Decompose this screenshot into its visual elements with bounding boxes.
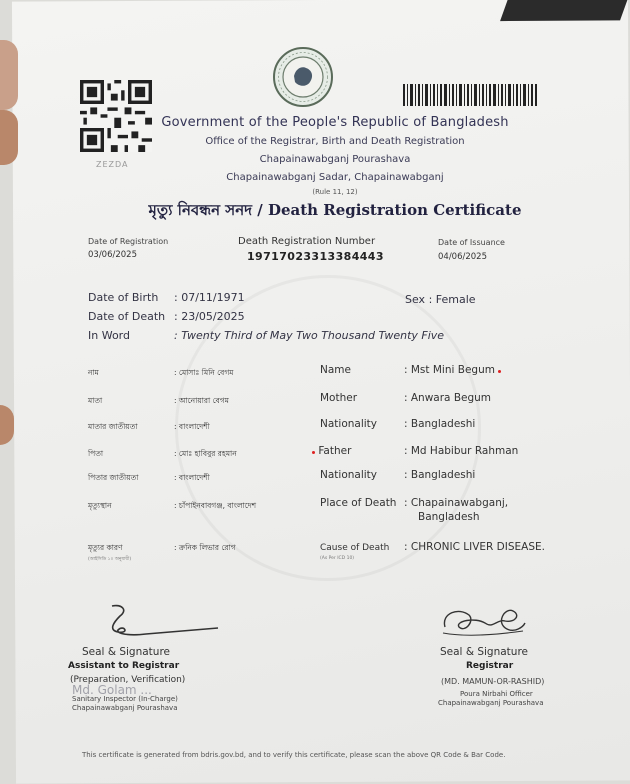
dob-value: : 07/11/1971 [174,291,245,304]
rule-reference: (Rule 11, 12) [312,188,358,196]
bn-cause-of-death-value: : ক্রনিক লিভার রোগ [174,543,236,552]
registrar-name: (MD. MAMUN-OR-RASHID) [441,677,545,686]
red-mark [312,451,315,454]
bn-father-label: পিতা [88,449,104,458]
finger-tip [0,110,18,165]
death-registration-number: 19717023313384443 [247,250,384,263]
mother-label: Mother [320,392,358,404]
place-of-death-value: : Chapainawabganj, [404,497,509,509]
bn-father-nationality-value: : বাংলাদেশী [174,473,210,482]
pourashava-heading: Chapainawabganj Pourashava [259,154,411,165]
dod-label: Date of Death [88,310,166,323]
bn-name-label: নাম [88,368,99,377]
bn-place-of-death-value: : চাঁপাইনবাবগঞ্জ, বাংলাদেশ [174,501,257,510]
bn-icd-note: (আইসিডি ১০ অনুযায়ী) [88,557,132,562]
bn-mother-nationality-label: মাতার জাতীয়তা [88,422,138,431]
bn-father-nationality-label: পিতার জাতীয়তা [88,473,139,482]
mother-nationality-label: Nationality [320,418,378,430]
name-value: : Mst Mini Begum [404,364,501,376]
finger-tip [0,405,14,445]
place-of-death-label: Place of Death [320,497,397,509]
father-nationality-label: Nationality [320,469,378,481]
verification-footer: This certificate is generated from bdris.gov.bd, and to verify this certificate, please scan the above QR Code & Bar Code. [82,751,506,759]
government-heading: Government of the People's Republic of Bangladesh [161,115,509,130]
registrar-role: Registrar [466,661,514,671]
sex-value: Sex : Female [405,293,476,306]
certificate-title: মৃত্যু নিবন্ধন সনদ / Death Registration Certificate [148,201,522,219]
assistant-signature-icon [100,600,225,645]
issuance-date-label: Date of Issuance [438,238,505,247]
preparation-verification-label: (Preparation, Verification) [70,675,186,685]
registrar-signature-icon [435,603,530,641]
office-heading: Office of the Registrar, Birth and Death Registration [205,136,465,147]
death-registration-number-label: Death Registration Number [238,236,376,247]
registration-date-value: 03/06/2025 [88,250,137,260]
issuance-date-value: 04/06/2025 [438,252,487,262]
father-label: Father [312,445,351,457]
in-word-label: In Word [88,329,130,342]
left-seal-signature-label: Seal & Signature [82,646,170,658]
location-heading: Chapainawabganj Sadar, Chapainawabganj [226,172,444,183]
bn-mother-label: মাতা [88,396,103,405]
government-seal-icon [272,46,334,108]
place-of-death-value-line2: Bangladesh [418,511,480,523]
father-nationality-value: : Bangladeshi [404,469,476,481]
right-seal-signature-label: Seal & Signature [440,646,528,658]
poura-officer-line: Poura Nirbahi Officer [460,690,533,698]
sanitary-inspector-line: Sanitary Inspector (In-Charge) [72,695,178,703]
qr-code-text: ZEZDA [96,160,129,169]
stamp-name: Md. Golam ... [72,683,152,697]
dod-value: : 23/05/2025 [174,310,245,323]
bn-father-value: : মোঃ হাবিবুর রহমান [174,449,237,458]
photo-edge-shadow [500,0,628,21]
dob-label: Date of Birth [88,291,159,304]
icd-note: (As Per ICD 10) [320,556,355,561]
red-mark [498,370,501,373]
bn-cause-of-death-label: মৃত্যুর কারণ [88,543,123,552]
left-pourashava-line: Chapainawabganj Pourashava [72,704,178,712]
mother-value: : Anwara Begum [404,392,492,404]
bn-mother-nationality-value: : বাংলাদেশী [174,422,210,431]
cause-of-death-value: : CHRONIC LIVER DISEASE. [404,541,545,553]
barcode-icon [403,84,537,106]
finger-shadow [0,40,18,110]
bn-name-value: : মোসাঃ মিনি বেগম [174,368,234,377]
assistant-registrar-role: Assistant to Registrar [68,661,180,671]
father-value: : Md Habibur Rahman [404,445,519,457]
mother-nationality-value: : Bangladeshi [404,418,476,430]
right-pourashava-line: Chapainawabganj Pourashava [438,699,544,707]
bn-place-of-death-label: মৃত্যুস্থান [88,501,112,510]
bn-mother-value: : আনোয়ারা বেগম [174,396,229,405]
name-label: Name [320,364,351,376]
in-word-value: : Twenty Third of May Two Thousand Twenty Five [174,329,445,342]
cause-of-death-label: Cause of Death [320,543,390,553]
registration-date-label: Date of Registration [88,237,169,246]
